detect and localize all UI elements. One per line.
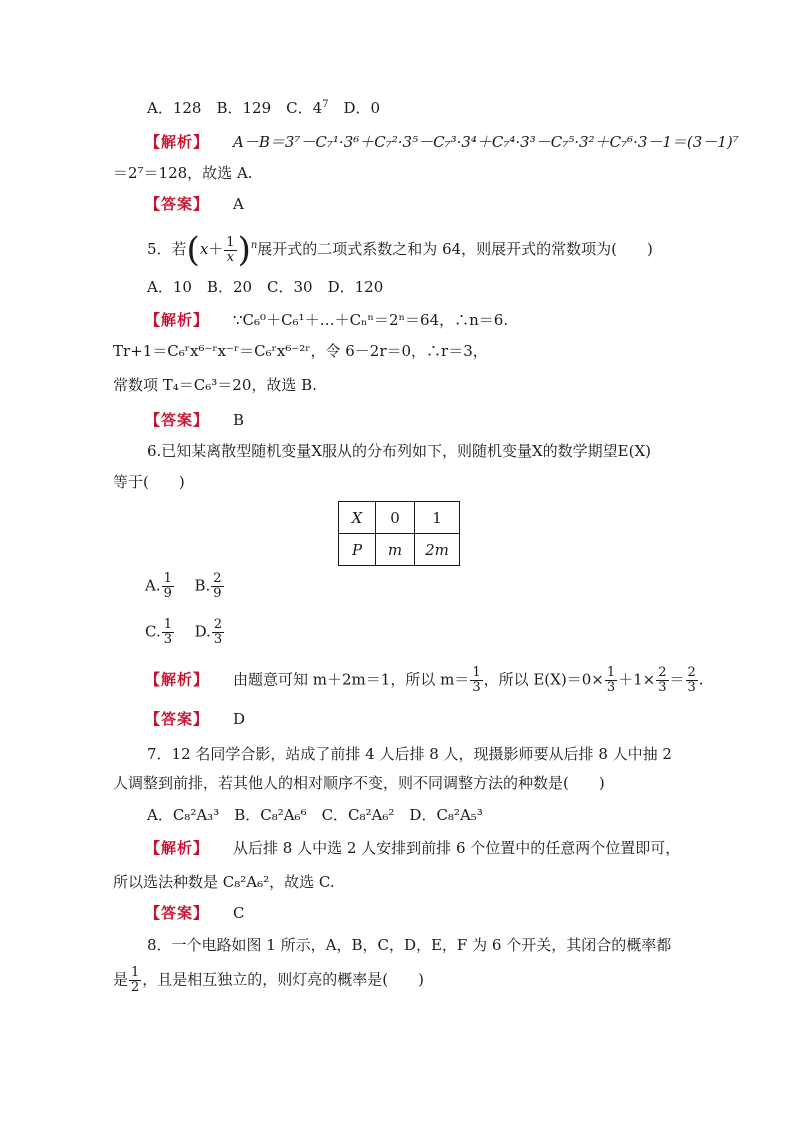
q5-options: A．10 B．20 C．30 D．120 (147, 278, 384, 296)
table-row: X 0 1 (339, 502, 460, 534)
answer-tag: 【答案】 (145, 195, 210, 213)
q5-stem: 5．若(x＋ $\frac{1}{x}$ )$^n$展开式的二项式系数之和为 64，则展开式的常数项为( ) (147, 230, 653, 270)
q6-options-ab: A. $\frac{1}{9}$ B. $\frac{2}{9}$ (145, 571, 222, 601)
q6-answer: 【答案】 D (145, 710, 246, 728)
q5-analysis: 【解析】 ∵C₆⁰＋C₆¹＋…＋Cₙⁿ＝2ⁿ＝64，∴n＝6. (145, 311, 509, 329)
q7-analysis-cont: 所以选法种数是 C₈²A₆²，故选 C. (113, 873, 335, 891)
analysis-tag: 【解析】 (145, 670, 210, 689)
answer-tag: 【答案】 (145, 710, 210, 728)
table-row: P m 2m (339, 534, 460, 566)
q6-options-cd: C. $\frac{1}{3}$ D. $\frac{2}{3}$ (145, 617, 223, 647)
q7-analysis: 【解析】 从后排 8 人中选 2 人安排到前排 6 个位置中的任意两个位置即可， (145, 839, 681, 857)
analysis-tag: 【解析】 (145, 311, 210, 329)
q7-stem-line2: 人调整到前排，若其他人的相对顺序不变，则不同调整方法的种数是( ) (113, 774, 605, 792)
q7-options: A．C₈²A₃³ B．C₈²A₆⁶ C．C₈²A₆² D．C₈²A₅³ (147, 806, 483, 824)
q6-stem-line1: 6.已知某离散型随机变量X服从的分布列如下，则随机变量X的数学期望E(X) (147, 442, 652, 460)
q7-answer: 【答案】 C (145, 904, 245, 922)
q5-analysis-line2: Tr+1＝C₆ʳx⁶⁻ʳx⁻ʳ＝C₆ʳx⁶⁻²ʳ，令 6－2r＝0，∴r＝3， (113, 342, 488, 360)
q6-analysis: 【解析】 由题意可知 m＋2m＝1，所以 m＝ $\frac{1}{3}$ ，所以 E(X)＝0× $\frac{1}{3}$ ＋1× $\frac{2}{3}$ ＝ $\frac{2}{3}$ . (145, 665, 704, 695)
q5-analysis-line3: 常数项 T₄＝C₆³＝20，故选 B. (113, 376, 317, 394)
q6-stem-line2: 等于( ) (113, 473, 185, 491)
q8-stem-line1: 8．一个电路如图 1 所示，A，B，C，D，E，F 为 6 个开关，其闭合的概率都 (147, 936, 672, 954)
analysis-tag: 【解析】 (145, 133, 210, 151)
answer-tag: 【答案】 (145, 411, 210, 429)
q5-answer: 【答案】 B (145, 411, 245, 429)
analysis-tag: 【解析】 (145, 839, 210, 857)
q4-analysis-cont: ＝2⁷＝128，故选 A. (113, 164, 253, 182)
q7-stem-line1: 7．12 名同学合影，站成了前排 4 人后排 8 人，现摄影师要从后排 8 人中抽 2 (147, 745, 672, 763)
q4-answer: 【答案】 A (145, 195, 244, 213)
q4-options: A．128 B．129 C．$4^7$ D．0 (147, 99, 381, 117)
q4-analysis: 【解析】 A－B＝3⁷－C₇¹·3⁶＋C₇²·3⁵－C₇³·3⁴＋C₇⁴·3³－C₇⁵·3²＋C₇⁶·3－1＝(3－1)⁷ (145, 133, 739, 151)
distribution-table (338, 501, 460, 566)
answer-tag: 【答案】 (145, 904, 210, 922)
q8-stem-line2: 是 $\frac{1}{2}$ ，且是相互独立的，则灯亮的概率是( ) (113, 965, 425, 995)
